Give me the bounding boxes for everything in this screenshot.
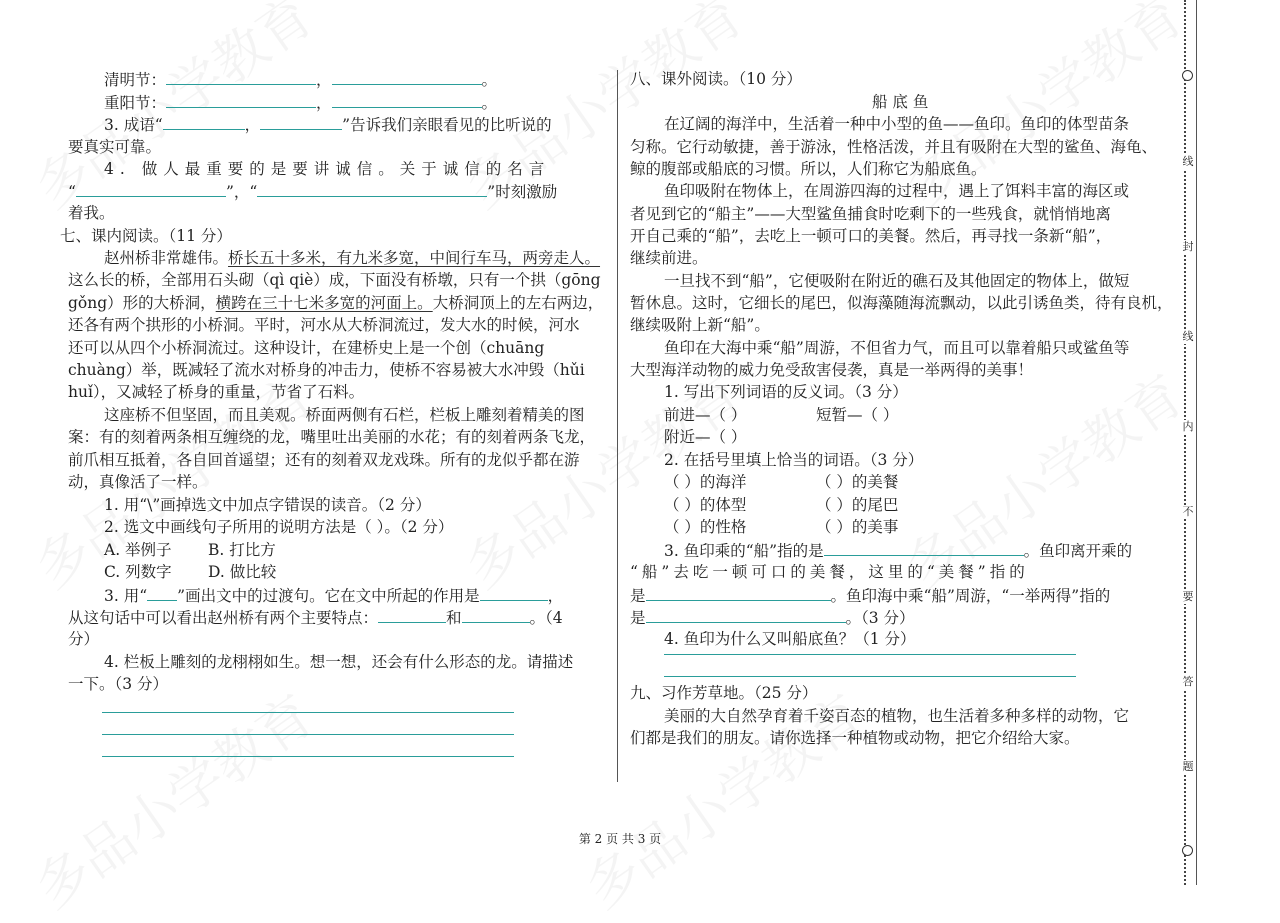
question-text: 3. 用“ [104,587,148,605]
reading-question-2: 2. 选文中画线句子所用的说明方法是（ ）。（2 分） [104,518,454,536]
quote: “ [68,183,76,201]
quote: ”，“ [225,183,258,201]
binding-char: 封 [1182,240,1194,253]
label-chongyang: 重阳节： [104,94,167,112]
binding-char: 答 [1182,675,1194,688]
question-text: 。鱼印海中乘“船”周游，“一举两得”指的 [830,587,1111,605]
question-text: ”告诉我们亲眼看见的比听说的 [342,116,552,134]
answer-line[interactable] [102,712,514,713]
passage-text: 大桥洞顶上的左右两边， [432,294,604,312]
answer-blank[interactable] [646,584,831,601]
passage-line: 们都是我们的朋友。请你选择一种植物或动物，把它介绍给大家。 [630,729,1080,747]
passage-line: 这座桥不但坚固，而且美观。桥面两侧有石栏，栏板上雕刻着精美的图 [104,406,585,424]
fill-word[interactable]: （ ）的性格 [664,518,747,536]
question-text: “船”去吃一顿可口的美餐，这里的“美餐”指的 [630,563,1029,581]
reading-question-4: 4. 栏板上雕刻的龙栩栩如生。想一想，还会有什么形态的龙。请描述 [104,653,574,671]
answer-blank[interactable] [332,91,482,108]
comma: ， [244,116,261,134]
passage-line: 鱼印吸附在物体上，在周游四海的过程中，遇上了饵料丰富的海区或 [664,182,1130,200]
reading-question-3-cont [68,606,563,629]
question-text: 3. 成语“ [104,116,163,134]
answer-line[interactable] [102,734,514,735]
binding-char: 不 [1182,505,1194,518]
question-3 [664,539,1132,562]
passage-line: 者见到它的“船主”——大型鲨鱼捕食时吃剩下的一些残食，就悄悄地离 [630,205,1111,223]
passage-line: 动，真像活了一样。 [68,473,208,491]
binding-char: 内 [1182,420,1194,433]
answer-blank[interactable] [147,584,177,601]
passage-line: 开自己乘的“船”，去吃上一顿可口的美餐。然后，再寻找一条新“船”， [630,227,1112,245]
question-3-cont [630,606,915,629]
question-3 [104,113,552,136]
reading-question-3 [104,584,563,607]
binding-char: 线 [1182,155,1194,168]
answer-blank[interactable] [163,113,245,130]
fill-word[interactable]: （ ）的美餐 [816,473,899,491]
fill-word[interactable]: （ ）的体型 [664,496,747,514]
section-7-title: 七、课内阅读。（11 分） [60,227,232,245]
underlined-sentence: 桥长五十多米，有九米多宽，中间行车马，两旁走人。 [228,249,601,267]
answer-blank[interactable] [332,68,482,85]
question-2: 2. 在括号里填上恰当的词语。（3 分） [664,451,924,469]
question-text: 。（4 [529,609,563,627]
question-text: 3. 鱼印乘的“船”指的是 [664,542,824,560]
passage-line: 暂休息。这时，它细长的尾巴，似海藻随海流飘动，以此引诱鱼类，待有良机， [630,294,1173,312]
passage-line: 前爪相互抵着，各自回首遥望；还有的刻着双龙戏珠。所有的龙似乎都在游 [68,451,580,469]
passage-line: 一旦找不到“船”，它便吸附在附近的礁石及其他固定的物体上，做短 [664,272,1130,290]
answer-blank[interactable] [257,180,487,197]
question-text: 。（3 分） [845,609,915,627]
answer-line[interactable] [102,756,514,757]
question-3-cont [630,584,1110,607]
answer-blank[interactable] [480,584,548,601]
binding-line [1196,0,1197,885]
question-text: 一下。（3 分） [68,675,169,693]
reading-question-1: 1. 用“\”画掉选文中加点字错误的读音。（2 分） [104,496,431,514]
label-qingming: 清明节： [104,71,167,89]
section-8-title: 八、课外阅读。（10 分） [630,70,802,88]
passage-line: 继续前进。 [630,249,708,267]
underlined-sentence: 横跨在三十七米多宽的河面上。 [215,294,433,312]
question-text: ”画出文中的过渡句。它在文中所起的作用是 [177,587,480,605]
fill-word[interactable]: （ ）的美事 [816,518,899,536]
comma: ， [547,587,564,605]
question-text: 和 [446,609,462,627]
page-number: 第 2 页 共 3 页 [578,832,662,846]
passage-line: 鲸的腹部或船底的习惯。所以，人们称它为船底鱼。 [630,160,987,178]
answer-blank[interactable] [646,606,846,623]
column-divider [617,70,618,782]
question-text: 要真实可靠。 [68,138,162,156]
passage-line: huǐ），又减轻了桥身的重量，节省了石料。 [68,383,365,401]
question-text: 是 [630,587,646,605]
question-text: 。鱼印离开乘的 [1023,542,1133,560]
question-1: 1. 写出下列词语的反义词。（3 分） [664,383,908,401]
passage-line [104,247,600,269]
passage-text: 赵州桥非常雄伟。 [104,249,229,267]
question-chongyang: 重阳节： ， 。 [104,91,497,114]
passage-line: 匀称。它行动敏捷，善于游泳，性格活泼，并且有吸附在大型的鲨鱼、海龟、 [630,138,1158,156]
question-text: 是 [630,609,646,627]
question-qingming: 清明节： ， 。 [104,68,497,91]
antonym-3[interactable]: 附近—（ ） [664,428,747,446]
question-4: 4. 鱼印为什么又叫船底鱼？（1 分） [664,630,916,648]
binding-hole [1182,845,1193,856]
binding-char: 题 [1182,760,1194,773]
passage-line [68,292,603,314]
antonym-1[interactable]: 前进—（ ） [664,406,747,424]
answer-blank[interactable] [824,539,1024,556]
answer-blank[interactable] [166,68,316,85]
passage-title: 船 底 鱼 [872,93,929,111]
binding-hole [1182,70,1193,81]
binding-margin [1175,0,1280,885]
answer-line[interactable] [664,654,1076,655]
answer-blank[interactable] [76,180,226,197]
question-text: 从这句话中可以看出赵州桥有两个主要特点： [68,609,379,627]
option-c[interactable]: C. 列数字 [104,563,172,581]
passage-text: gǒng）形的大桥洞， [68,294,216,312]
answer-blank[interactable] [378,606,446,623]
passage-line: 案：有的刻着两条相互缠绕的龙，嘴里吐出美丽的水花；有的刻着两条飞龙， [68,428,596,446]
question-text: 着我。 [68,204,115,222]
passage-line: 大型海洋动物的威力免受敌害侵袭，真是一举两得的美事！ [630,361,1034,379]
fill-word[interactable]: （ ）的尾巴 [816,496,899,514]
question-text: 分） [68,630,100,648]
passage-line: 在辽阔的海洋中，生活着一种中小型的鱼——鱼印。鱼印的体型苗条 [664,115,1130,133]
passage-line: 还各有两个拱形的小桥洞。平时，河水从大桥洞流过，发大水的时候，河水 [68,316,580,334]
question-text: ”时刻激励 [487,183,558,201]
fill-word[interactable]: （ ）的海洋 [664,473,747,491]
binding-char: 线 [1182,330,1194,343]
option-d[interactable]: D. 做比较 [208,563,277,581]
question-4: 4. 做人最重要的是要讲诚信。关于诚信的名言 [104,160,551,178]
passage-line: 这么长的桥，全部用石头砌（qì qiè）成，下面没有桥墩，只有一个拱（gōng [68,271,601,289]
passage-line: chuàng）举，既减轻了流水对桥身的冲击力，使桥不容易被大水冲毁（hǔi [68,361,585,379]
option-b[interactable]: B. 打比方 [208,541,276,559]
option-a[interactable]: A. 举例子 [104,541,172,559]
answer-blank[interactable] [462,606,530,623]
passage-line: 美丽的大自然孕育着千姿百态的植物，也生活着多种多样的动物，它 [664,707,1130,725]
question-4-blanks [68,180,557,203]
binding-dotted-line [1184,0,1186,885]
binding-char: 要 [1182,590,1194,603]
section-9-title: 九、习作芳草地。（25 分） [630,684,818,702]
answer-blank[interactable] [166,91,316,108]
passage-line: 继续吸附上新“船”。 [630,316,770,334]
passage-line: 鱼印在大海中乘“船”周游，不但省力气，而且可以靠着船只或鲨鱼等 [664,339,1130,357]
answer-blank[interactable] [260,113,342,130]
passage-line: 还可以从四个小桥洞流过。这种设计，在建桥史上是一个创（chuāng [68,339,545,357]
answer-line[interactable] [664,676,1076,677]
antonym-2[interactable]: 短暂—（ ） [816,406,899,424]
